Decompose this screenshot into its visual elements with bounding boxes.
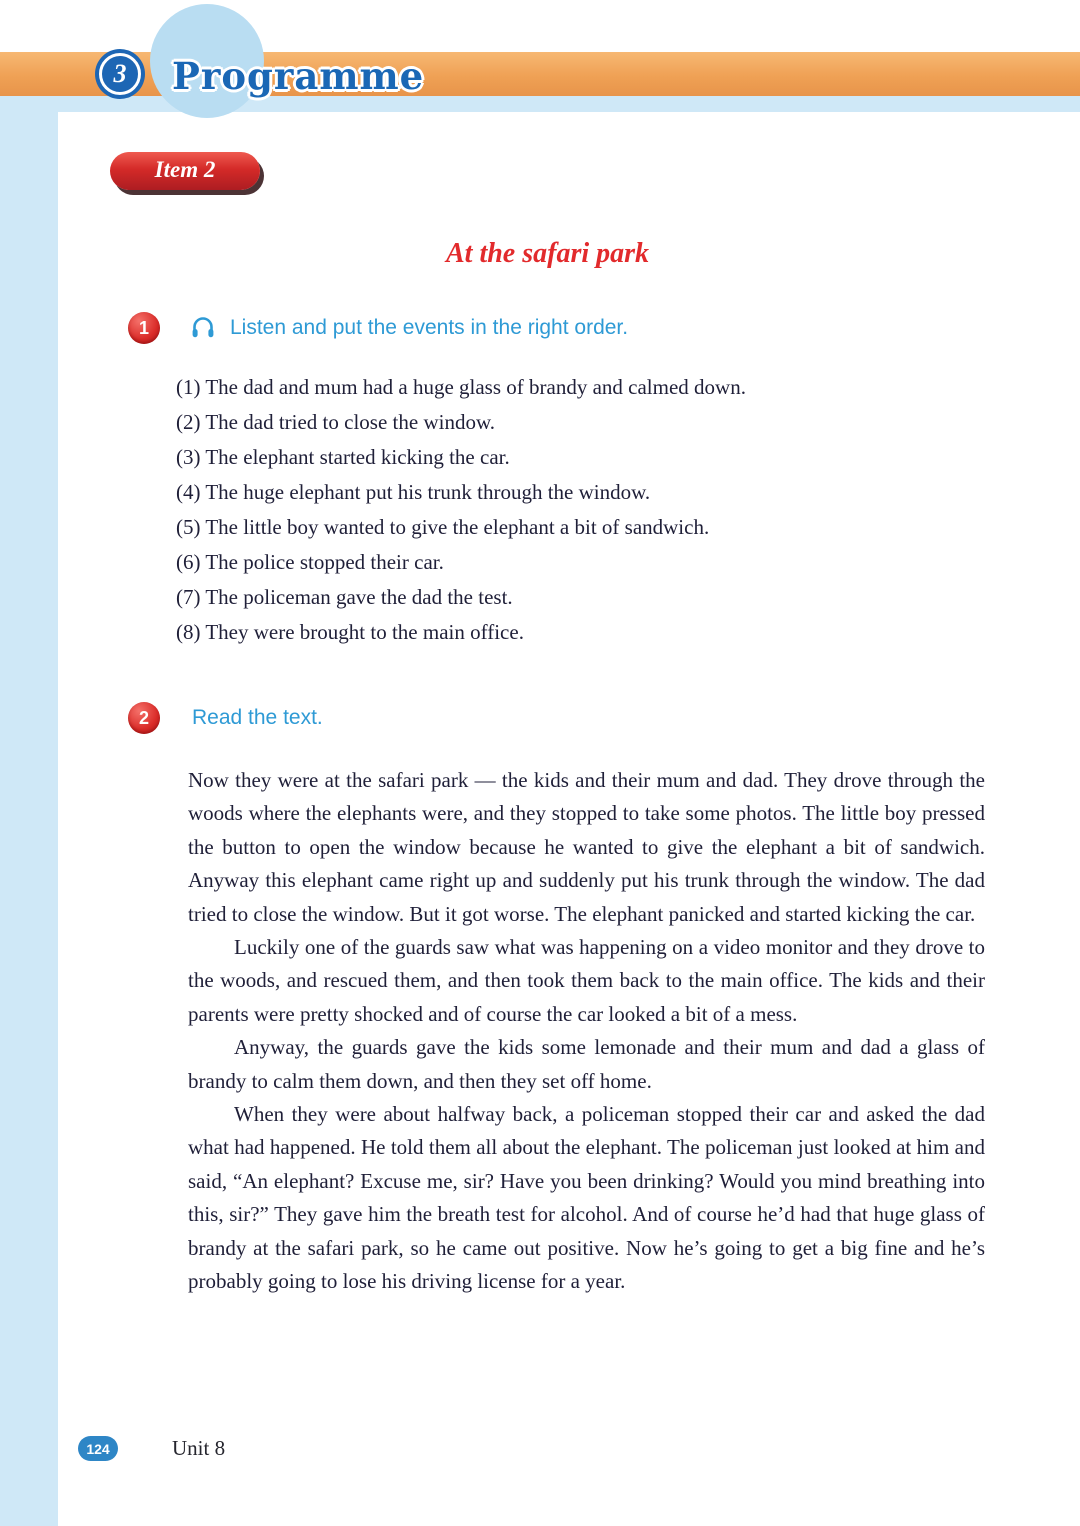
task-2-number: 2 <box>138 707 149 728</box>
reading-paragraph: Luckily one of the guards saw what was happening on a video monitor and they drove to the woods, and rescued them, and then took them back to the main office. The kids and their parents were pretty shocked and of course the car looked a bit of a mess. <box>188 935 985 1026</box>
task-1-number: 1 <box>138 317 149 338</box>
event-item: (4) The huge elephant put his trunk through the window. <box>176 480 651 504</box>
page-number-badge <box>78 1436 118 1461</box>
event-item: (1) The dad and mum had a huge glass of brandy and calmed down. <box>176 375 746 399</box>
page-content <box>110 152 985 1299</box>
event-item: (3) The elephant started kicking the car. <box>176 445 510 469</box>
reading-text <box>188 764 985 1299</box>
unit-label: Unit 8 <box>172 1436 226 1460</box>
item-banner <box>110 152 260 190</box>
task-2-header <box>110 702 985 734</box>
event-item: (2) The dad tried to close the window. <box>176 410 495 434</box>
page-header-title: Programme <box>172 54 425 98</box>
lesson-title: At the safari park <box>445 238 650 269</box>
reading-paragraph: Anyway, the guards gave the kids some lemonade and their mum and dad a glass of brandy to calm them down, and then they set off home. <box>188 1035 985 1093</box>
events-list <box>176 370 985 650</box>
unit-number: 3 <box>113 59 127 88</box>
headphones-icon <box>190 315 216 341</box>
page-footer <box>78 1436 225 1461</box>
page-number: 124 <box>86 1440 110 1457</box>
reading-paragraph: Now they were at the safari park — the kids and their mum and dad. They drove through the woods where the elephants were, and they stopped to take some photos. The little boy pressed the button to open the window because he wanted to give the elephant a bit of sandwich. Anyway this elephant came right up and suddenly put his trunk through the window. The dad tried to close the window. But it got worse. The elephant panicked and started kicking the car. <box>188 768 985 926</box>
page-left-margin-strip <box>0 96 58 1526</box>
event-item: (7) The policeman gave the dad the test. <box>176 585 513 609</box>
event-item: (8) They were brought to the main office. <box>176 620 524 644</box>
task-1-instruction: Listen and put the events in the right order. <box>230 316 629 339</box>
unit-number-badge <box>99 53 141 95</box>
header-blue-strip <box>0 96 1080 112</box>
task-2-number-badge <box>128 702 160 734</box>
task-1-header <box>110 312 985 344</box>
event-item: (6) The police stopped their car. <box>176 550 444 574</box>
reading-paragraph: When they were about halfway back, a policeman stopped their car and asked the dad what had happened. He told them all about the elephant. The policeman just looked at him and said, “An elephant? Excuse me, sir? Have you been drinking? Would you mind breathing into this, sir?” They gave him the breath test for alcohol. And of course he’d had that huge glass of brandy at the safari park, so he came out positive. Now he’s going to get a big fine and he’s probably going to lose his driving license for a year. <box>188 1102 985 1294</box>
event-item: (5) The little boy wanted to give the elephant a bit of sandwich. <box>176 515 710 539</box>
task-1-number-badge <box>128 312 160 344</box>
task-2-instruction: Read the text. <box>192 706 323 729</box>
item-banner-label: Item 2 <box>154 157 216 182</box>
